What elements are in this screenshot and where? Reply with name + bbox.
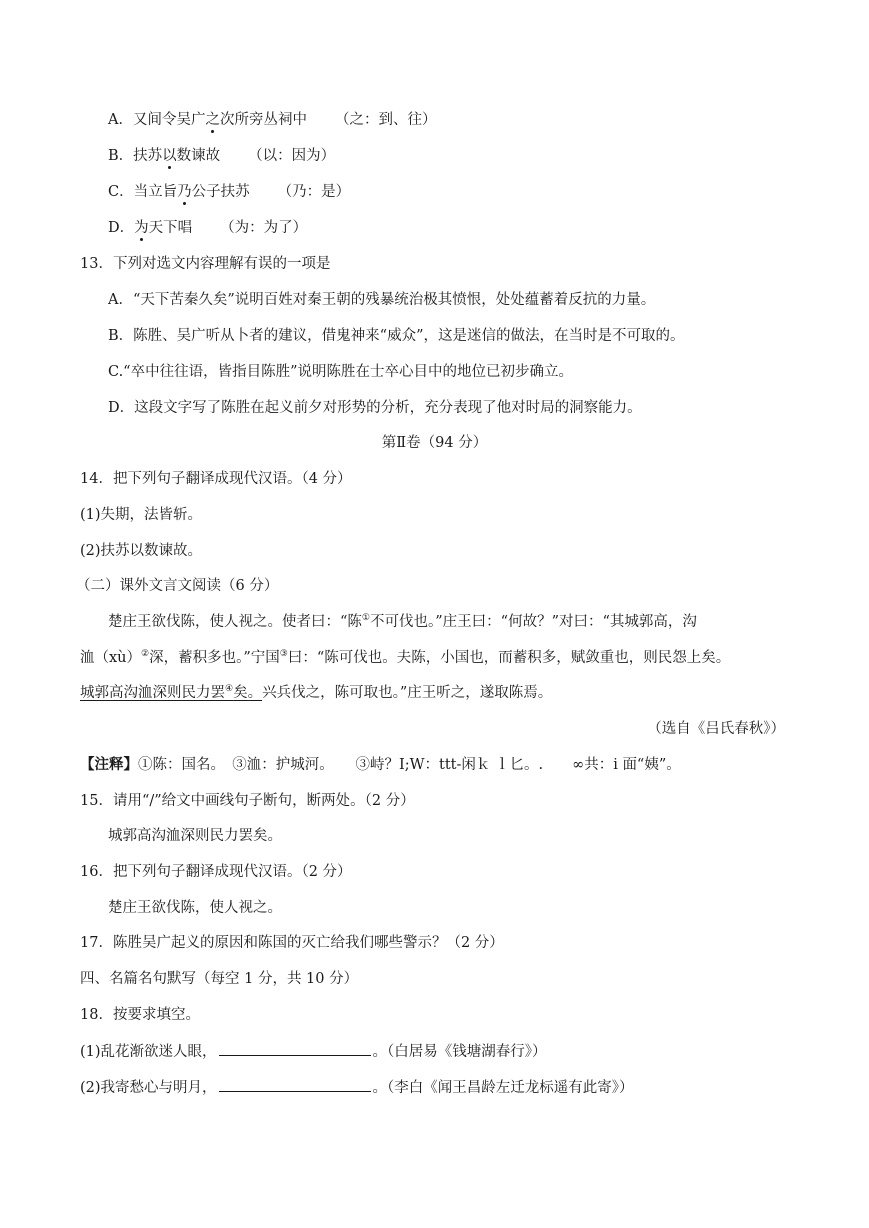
q15-stem: 15．请用“/”给文中画线句子断句，断两处。（2 分） bbox=[80, 793, 415, 809]
passage-line-2 bbox=[80, 648, 730, 668]
option-text: 公子扶苏 bbox=[191, 184, 250, 200]
passage-line-1 bbox=[108, 612, 697, 632]
option-gloss: （以：因为） bbox=[248, 148, 336, 164]
emphasis-char: 为 bbox=[134, 220, 149, 236]
q13-stem: 13．下列对选文内容理解有误的一项是 bbox=[80, 256, 331, 272]
q14-item-1: (1)失期，法皆斩。 bbox=[80, 507, 203, 523]
option-gloss: （之：到、往） bbox=[334, 112, 437, 128]
q14-item-2: (2)扶苏以数谏故。 bbox=[80, 543, 203, 559]
option-text: 次所旁丛祠中 bbox=[219, 112, 307, 128]
section-title: 第Ⅱ卷（94 分） bbox=[381, 435, 488, 451]
notes-label: 【注释】 bbox=[80, 756, 138, 773]
q16-stem: 16．把下列句子翻译成现代汉语。（2 分） bbox=[80, 864, 352, 880]
notes-text: ①陈：国名。 ③洫：护城河。 ③峙？I;W：ttt-闲ｋ ｌ匕。. ∞共：i 面“姨”。 bbox=[138, 757, 681, 773]
passage-text: 不可伐也。”庄王曰：“何故？”对曰：“其城郭高，沟 bbox=[370, 614, 697, 630]
q18-item-2 bbox=[80, 1077, 634, 1098]
option-text: C．当立旨 bbox=[108, 184, 178, 200]
passage-line-3 bbox=[80, 683, 552, 703]
item-text: 。（白居易《钱塘湖春行》） bbox=[372, 1044, 547, 1060]
emphasis-char: 之 bbox=[205, 112, 220, 128]
q13-option-a: A．“天下苦秦久矣”说明百姓对秦王朝的残暴统治极其愤恨，处处蕴蓄着反抗的力量。 bbox=[108, 292, 656, 308]
passage-text: 深，蓄积多也。”宁国 bbox=[149, 650, 280, 666]
q18-item-1 bbox=[80, 1041, 547, 1062]
q16-sentence: 楚庄王欲伐陈，使人视之。 bbox=[108, 900, 282, 916]
option-gloss: （为：为了） bbox=[220, 220, 308, 236]
passage-text: 兴兵伐之，陈可取也。”庄王听之，遂取陈焉。 bbox=[262, 685, 553, 701]
footnote-marker: ① bbox=[361, 613, 370, 624]
footnote-marker: ④ bbox=[225, 684, 234, 695]
footnote-marker: ② bbox=[141, 649, 150, 660]
emphasis-char: 乃 bbox=[177, 184, 192, 200]
reading-heading: （二）课外文言文阅读（6 分） bbox=[76, 578, 279, 594]
answer-blank[interactable] bbox=[219, 1041, 371, 1056]
option-text: D． bbox=[108, 220, 135, 236]
option-gloss: （乃：是） bbox=[277, 184, 351, 200]
q14-stem: 14．把下列句子翻译成现代汉语。（4 分） bbox=[80, 471, 352, 487]
q17-stem: 17．陈胜吴广起义的原因和陈国的灭亡给我们哪些警示？（2 分） bbox=[80, 935, 504, 951]
q12-option-c bbox=[108, 182, 350, 202]
footnote-marker: ③ bbox=[279, 649, 288, 660]
passage-text: 洫（xù） bbox=[80, 650, 142, 666]
underlined-sentence bbox=[80, 685, 262, 701]
option-text: A．又间令吴广 bbox=[108, 112, 206, 128]
notes bbox=[80, 755, 681, 775]
option-text: 天下唱 bbox=[148, 220, 193, 236]
q18-stem: 18．按要求填空。 bbox=[80, 1007, 200, 1023]
passage-text: 矣。 bbox=[233, 685, 263, 701]
q13-option-c: C.“卒中往往语，皆指目陈胜”说明陈胜在士卒心目中的地位已初步确立。 bbox=[108, 364, 574, 380]
q12-option-a bbox=[108, 110, 436, 130]
item-text: (2)我寄愁心与明月， bbox=[80, 1080, 217, 1096]
q12-option-d bbox=[108, 218, 307, 238]
answer-blank[interactable] bbox=[219, 1077, 371, 1092]
emphasis-char: 以 bbox=[162, 148, 177, 164]
passage-source: （选自《吕氏春秋》） bbox=[647, 721, 785, 737]
option-text: B．扶苏 bbox=[108, 148, 163, 164]
part4-heading: 四、名篇名句默写（每空 1 分，共 10 分） bbox=[80, 971, 359, 987]
q13-option-b: B．陈胜、吴广听从卜者的建议，借鬼神来“威众”，这是迷信的做法，在当时是不可取的。 bbox=[108, 328, 685, 344]
passage-text: 楚庄王欲伐陈，使人视之。使者曰：“陈 bbox=[108, 614, 362, 630]
item-text: 。（李白《闻王昌龄左迁龙标遥有此寄》） bbox=[372, 1080, 634, 1096]
q15-sentence: 城郭高沟洫深则民力罢矣。 bbox=[108, 828, 282, 844]
q12-option-b bbox=[108, 146, 335, 166]
passage-text: 城郭高沟洫深则民力罢 bbox=[80, 685, 225, 701]
q13-option-d: D．这段文字写了陈胜在起义前夕对形势的分析，充分表现了他对时局的洞察能力。 bbox=[108, 400, 642, 416]
passage-text: 曰：“陈可伐也。夫陈，小国也，而蓄积多，赋敛重也，则民怨上矣。 bbox=[287, 650, 731, 666]
item-text: (1)乱花渐欲迷人眼， bbox=[80, 1044, 217, 1060]
option-text: 数谏故 bbox=[176, 148, 221, 164]
